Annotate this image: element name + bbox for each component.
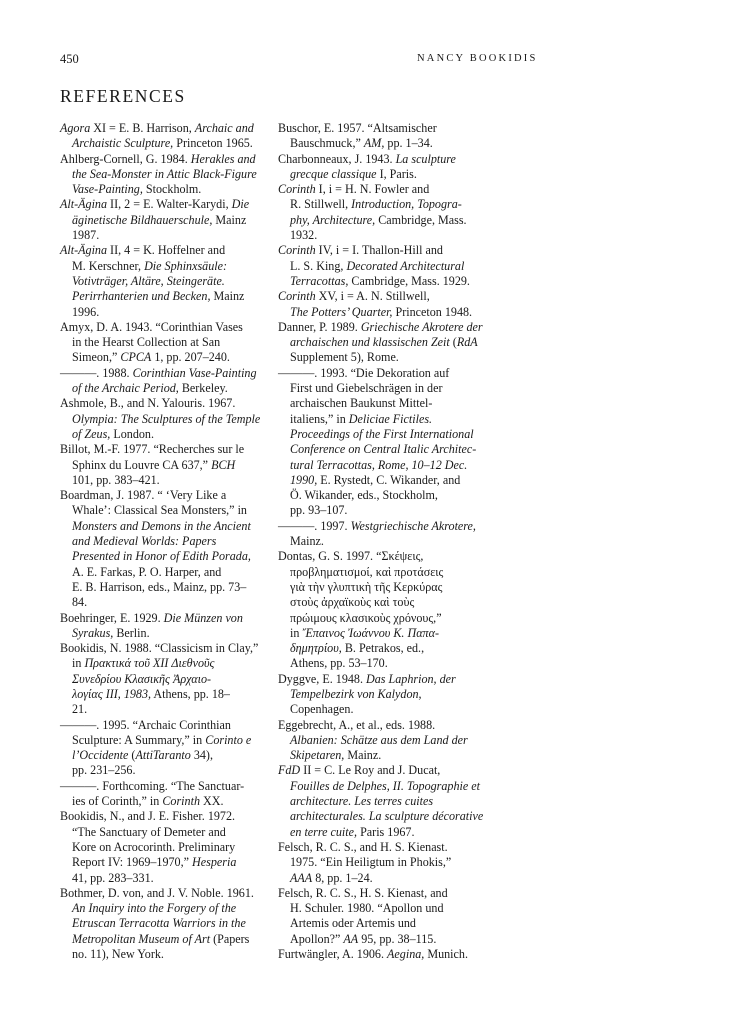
reference-line: no. 11), New York.	[72, 947, 164, 962]
reference-line: Dyggve, E. 1948. Das Laphrion, der	[278, 671, 456, 686]
reference-line: γιὰ τὴν γλυπτικὴ τῆς Κερκύρας	[290, 579, 443, 594]
reference-line: Olympia: The Sculptures of the Temple	[72, 411, 261, 426]
reference-entry	[60, 809, 270, 885]
reference-line: 101, pp. 383–421.	[72, 472, 160, 487]
reference-line: First und Giebelschrägen in der	[290, 381, 443, 396]
reference-line: Terracottas, Cambridge, Mass. 1929.	[290, 273, 470, 288]
reference-entry	[278, 763, 483, 839]
reference-line: Alt-Ägina II, 4 = K. Hoffelner and	[60, 243, 226, 258]
reference-line: Boardman, J. 1987. “ ‘Very Like a	[60, 488, 227, 503]
reference-line: of the Archaic Period, Berkeley.	[72, 381, 228, 396]
reference-entry	[60, 611, 270, 642]
reference-line: the Sea-Monster in Attic Black-Figure	[72, 166, 257, 181]
reference-line: 41, pp. 283–331.	[72, 870, 154, 885]
reference-line: Agora XI = E. B. Harrison, Archaic and	[60, 121, 254, 135]
reference-line: Eggebrecht, A., et al., eds. 1988.	[278, 717, 436, 732]
reference-line: 1987.	[72, 228, 100, 243]
reference-line: l’Occidente (AttiTaranto 34),	[72, 748, 213, 763]
reference-line: Συνεδρίου Κλασικῆς Ἀρχαιο-	[72, 671, 212, 686]
reference-line: 1996.	[72, 304, 100, 319]
reference-line: Alt-Ägina II, 2 = E. Walter-Karydi, Die	[60, 197, 250, 212]
reference-line: Felsch, R. C. S., and H. S. Kienast.	[278, 839, 448, 854]
reference-line: Amyx, D. A. 1943. “Corinthian Vases	[60, 319, 243, 334]
reference-line: ———. 1993. “Die Dekoration auf	[278, 365, 450, 380]
reference-entry	[278, 152, 483, 183]
reference-line: H. Schuler. 1980. “Apollon und	[290, 901, 444, 916]
reference-line: Billot, M.-F. 1977. “Recherches sur le	[60, 442, 245, 457]
reference-line: Sphinx du Louvre CA 637,” BCH	[72, 457, 236, 472]
reference-line: ———. 1988. Corinthian Vase-Painting	[60, 365, 257, 380]
reference-entry	[60, 641, 270, 717]
reference-line: Corinth XV, i = A. N. Stillwell,	[278, 289, 430, 304]
reference-line: “The Sanctuary of Demeter and	[72, 824, 226, 839]
reference-entry	[60, 366, 270, 397]
reference-line: grecque classique I, Paris.	[290, 166, 417, 181]
reference-entry	[278, 320, 483, 366]
reference-line: προβληματισμοί, καὶ προτάσεις	[290, 564, 444, 579]
reference-line: archaischen und klassischen Zeit (RdA	[290, 335, 478, 350]
reference-line: in the Hearst Collection at San	[72, 335, 221, 350]
reference-line: of Zeus, London.	[72, 426, 154, 441]
references-right-column	[278, 121, 483, 962]
reference-line: R. Stillwell, Introduction, Topogra-	[290, 197, 462, 212]
reference-line: Supplement 5), Rome.	[290, 350, 399, 365]
reference-entry	[278, 549, 483, 671]
reference-line: Athens, pp. 53–170.	[290, 656, 388, 671]
reference-line: italiens,” in Deliciae Fictiles.	[290, 411, 433, 426]
reference-line: Danner, P. 1989. Griechische Akrotere der	[278, 319, 483, 334]
reference-line: Whale’: Classical Sea Monsters,” in	[72, 503, 247, 518]
reference-entry	[60, 886, 270, 962]
reference-line: Kore on Acrocorinth. Preliminary	[72, 839, 236, 854]
reference-entry	[60, 718, 270, 779]
reference-line: pp. 231–256.	[72, 763, 136, 778]
reference-line: in Πρακτικά τοῦ XII Διεθνοῦς	[72, 656, 215, 671]
reference-line: Buschor, E. 1957. “Altsamischer	[278, 121, 437, 135]
reference-line: Syrakus, Berlin.	[72, 625, 150, 640]
reference-line: Charbonneaux, J. 1943. La sculpture	[278, 151, 456, 166]
reference-line: Report IV: 1969–1970,” Hesperia	[72, 855, 237, 870]
running-head: NANCY BOOKIDIS	[417, 53, 538, 64]
reference-line: ———. 1995. “Archaic Corinthian	[60, 717, 231, 732]
reference-line: Bookidis, N. 1988. “Classicism in Clay,”	[60, 641, 259, 656]
reference-line: archaischen Baukunst Mittel-	[290, 396, 433, 411]
reference-line: Etruscan Terracotta Warriors in the	[72, 916, 246, 931]
reference-entry	[278, 840, 483, 886]
reference-line: FdD II = C. Le Roy and J. Ducat,	[278, 763, 441, 778]
section-title: REFERENCES	[60, 86, 186, 106]
reference-line: Apollon?” AA 95, pp. 38–115.	[290, 931, 437, 946]
reference-entry	[278, 121, 483, 152]
reference-line: 1990, E. Rystedt, C. Wikander, and	[290, 472, 461, 487]
reference-line: Ashmole, B., and N. Yalouris. 1967.	[60, 396, 236, 411]
reference-line: Copenhagen.	[290, 702, 354, 717]
reference-line: Tempelbezirk von Kalydon,	[290, 686, 422, 701]
reference-line: Fouilles de Delphes, II. Topographie et	[290, 778, 481, 793]
reference-entry	[60, 396, 270, 442]
reference-line: E. B. Harrison, eds., Mainz, pp. 73–	[72, 579, 247, 594]
reference-line: en terre cuite, Paris 1967.	[290, 824, 415, 839]
reference-entry	[278, 519, 483, 550]
reference-line: Artemis oder Artemis und	[290, 916, 416, 931]
reference-line: λογίας III, 1983, Athens, pp. 18–	[72, 686, 230, 701]
reference-line: Bothmer, D. von, and J. V. Noble. 1961.	[60, 885, 254, 900]
reference-line: Metropolitan Museum of Art (Papers	[72, 931, 250, 946]
reference-line: äginetische Bildhauerschule, Mainz	[72, 212, 247, 227]
reference-line: Boehringer, E. 1929. Die Münzen von	[60, 610, 243, 625]
reference-line: Dontas, G. S. 1997. “Σκέψεις,	[278, 549, 424, 564]
reference-line: Votivträger, Altäre, Steingeräte.	[72, 273, 225, 288]
reference-line: in Ἔπαινος Ἰωάννου Κ. Παπα-	[290, 625, 439, 640]
reference-line: and Medieval Worlds: Papers	[72, 534, 217, 549]
reference-entry	[60, 121, 270, 152]
reference-line: Perirrhanterien und Becken, Mainz	[72, 289, 245, 304]
reference-line: AAA 8, pp. 1–24.	[290, 870, 373, 885]
reference-entry	[278, 243, 483, 289]
reference-line: 1975. “Ein Heiligtum in Phokis,”	[290, 855, 452, 870]
reference-line: pp. 93–107.	[290, 503, 348, 518]
reference-line: 21.	[72, 702, 88, 717]
references-left-column	[60, 121, 270, 962]
reference-line: M. Kerschner, Die Sphinxsäule:	[72, 258, 228, 273]
reference-entry	[60, 488, 270, 610]
reference-line: Bauschmuck,” AM, pp. 1–34.	[290, 136, 433, 151]
reference-line: phy, Architecture, Cambridge, Mass.	[290, 212, 467, 227]
reference-line: Corinth I, i = H. N. Fowler and	[278, 182, 430, 197]
reference-entry	[60, 779, 270, 810]
reference-line: 84.	[72, 595, 88, 610]
reference-entry	[60, 152, 270, 198]
reference-line: architecture. Les terres cuites	[290, 794, 434, 809]
reference-entry	[60, 243, 270, 319]
page-header	[60, 52, 538, 66]
reference-line: πρώιμους κλασικοὺς χρόνους,”	[290, 610, 442, 625]
reference-line: L. S. King, Decorated Architectural	[290, 258, 465, 273]
reference-line: Ö. Wikander, eds., Stockholm,	[290, 488, 438, 503]
reference-line: Sculpture: A Summary,” in Corinto e	[72, 732, 252, 747]
reference-line: Simeon,” CPCA 1, pp. 207–240.	[72, 350, 230, 365]
reference-line: δημητρίου, B. Petrakos, ed.,	[290, 641, 425, 656]
reference-line: ———. Forthcoming. “The Sanctuar-	[60, 778, 245, 793]
reference-line: An Inquiry into the Forgery of the	[72, 901, 237, 916]
reference-line: Felsch, R. C. S., H. S. Kienast, and	[278, 885, 448, 900]
reference-line: tural Terracottas, Rome, 10–12 Dec.	[290, 457, 468, 472]
reference-line: Archaistic Sculpture, Princeton 1965.	[72, 136, 253, 151]
reference-line: A. E. Farkas, P. O. Harper, and	[72, 564, 222, 579]
reference-entry	[278, 366, 483, 519]
reference-line: Ahlberg-Cornell, G. 1984. Herakles and	[60, 151, 256, 166]
reference-line: Presented in Honor of Edith Porada,	[72, 549, 251, 564]
reference-line: Proceedings of the First International	[290, 426, 474, 441]
reference-entry	[278, 886, 483, 947]
reference-line: Monsters and Demons in the Ancient	[72, 518, 251, 533]
reference-line: architecturales. La sculpture décorative	[290, 809, 484, 824]
reference-line: Albanien: Schätze aus dem Land der	[290, 732, 468, 747]
reference-entry	[278, 289, 483, 320]
reference-line: Vase-Painting, Stockholm.	[72, 182, 202, 197]
reference-entry	[278, 718, 483, 764]
page-number: 450	[60, 52, 79, 66]
reference-line: Furtwängler, A. 1906. Aegina, Munich.	[278, 947, 468, 962]
reference-line: The Potters’ Quarter, Princeton 1948.	[290, 304, 473, 319]
reference-entry	[60, 197, 270, 243]
reference-line: ies of Corinth,” in Corinth XX.	[72, 794, 224, 809]
reference-line: Conference on Central Italic Architec-	[290, 442, 477, 457]
reference-line: στοὺς ἀρχαϊκοὺς καὶ τοὺς	[290, 595, 415, 610]
reference-line: Skipetaren, Mainz.	[290, 748, 382, 763]
reference-entry	[278, 182, 483, 243]
reference-line: ———. 1997. Westgriechische Akrotere,	[278, 518, 476, 533]
reference-line: 1932.	[290, 228, 318, 243]
reference-entry	[60, 320, 270, 366]
reference-line: Bookidis, N., and J. E. Fisher. 1972.	[60, 809, 236, 824]
reference-entry	[278, 947, 483, 962]
reference-line: Corinth IV, i = I. Thallon-Hill and	[278, 243, 443, 258]
reference-entry	[60, 442, 270, 488]
reference-entry	[278, 672, 483, 718]
reference-line: Mainz.	[290, 534, 324, 549]
